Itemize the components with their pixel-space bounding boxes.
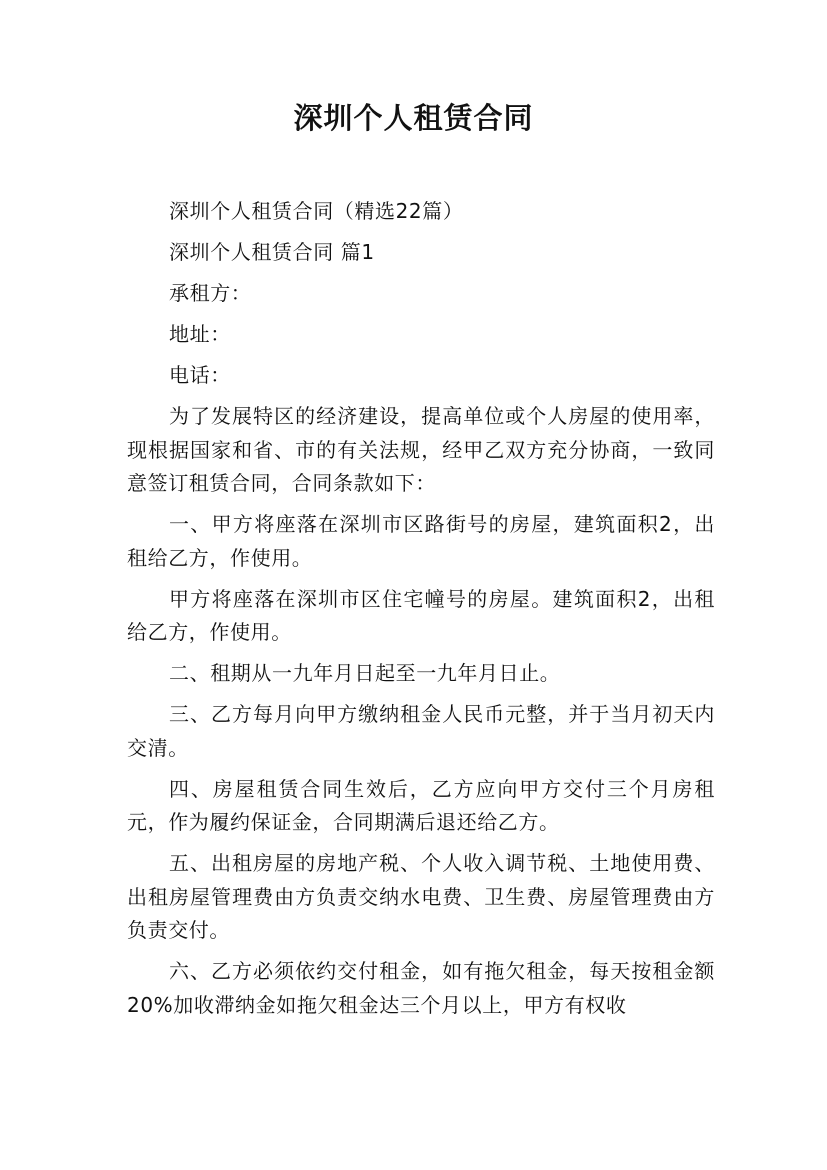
paragraph: 六、乙方必须依约交付租金，如有拖欠租金，每天按租金额20%加收滞纳金如拖欠租金达三个月以上，甲方有权收: [127, 959, 715, 1017]
paragraph: 五、出租房屋的房地产税、个人收入调节税、土地使用费、出租房屋管理费由方负责交纳水电费、卫生费、房屋管理费由方负责交付。: [127, 851, 715, 942]
paragraph: 电话：: [169, 363, 231, 387]
paragraph: 三、乙方每月向甲方缴纳租金人民币元整，并于当月初天内交清。: [127, 702, 715, 760]
document-body: [127, 195, 715, 1030]
document-title: 深圳个人租赁合同: [293, 101, 534, 135]
paragraph: 深圳个人租赁合同（精选22篇）: [169, 199, 464, 223]
paragraph: 承租方：: [169, 281, 252, 305]
paragraph: 一、甲方将座落在深圳市区路街号的房屋，建筑面积2，出租给乙方，作使用。: [127, 512, 715, 570]
paragraph: 深圳个人租赁合同 篇1: [169, 240, 375, 264]
paragraph: 为了发展特区的经济建设，提高单位或个人房屋的使用率，现根据国家和省、市的有关法规，经甲乙双方充分协商，一致同意签订租赁合同，合同条款如下：: [127, 404, 715, 495]
paragraph: 甲方将座落在深圳市区住宅幢号的房屋。建筑面积2，出租给乙方，作使用。: [127, 586, 715, 644]
paragraph: 四、房屋租赁合同生效后，乙方应向甲方交付三个月房租元，作为履约保证金，合同期满后退还给乙方。: [127, 776, 715, 834]
paragraph: 二、租期从一九年月日起至一九年月日止。: [169, 661, 561, 685]
paragraph: 地址：: [169, 322, 231, 346]
